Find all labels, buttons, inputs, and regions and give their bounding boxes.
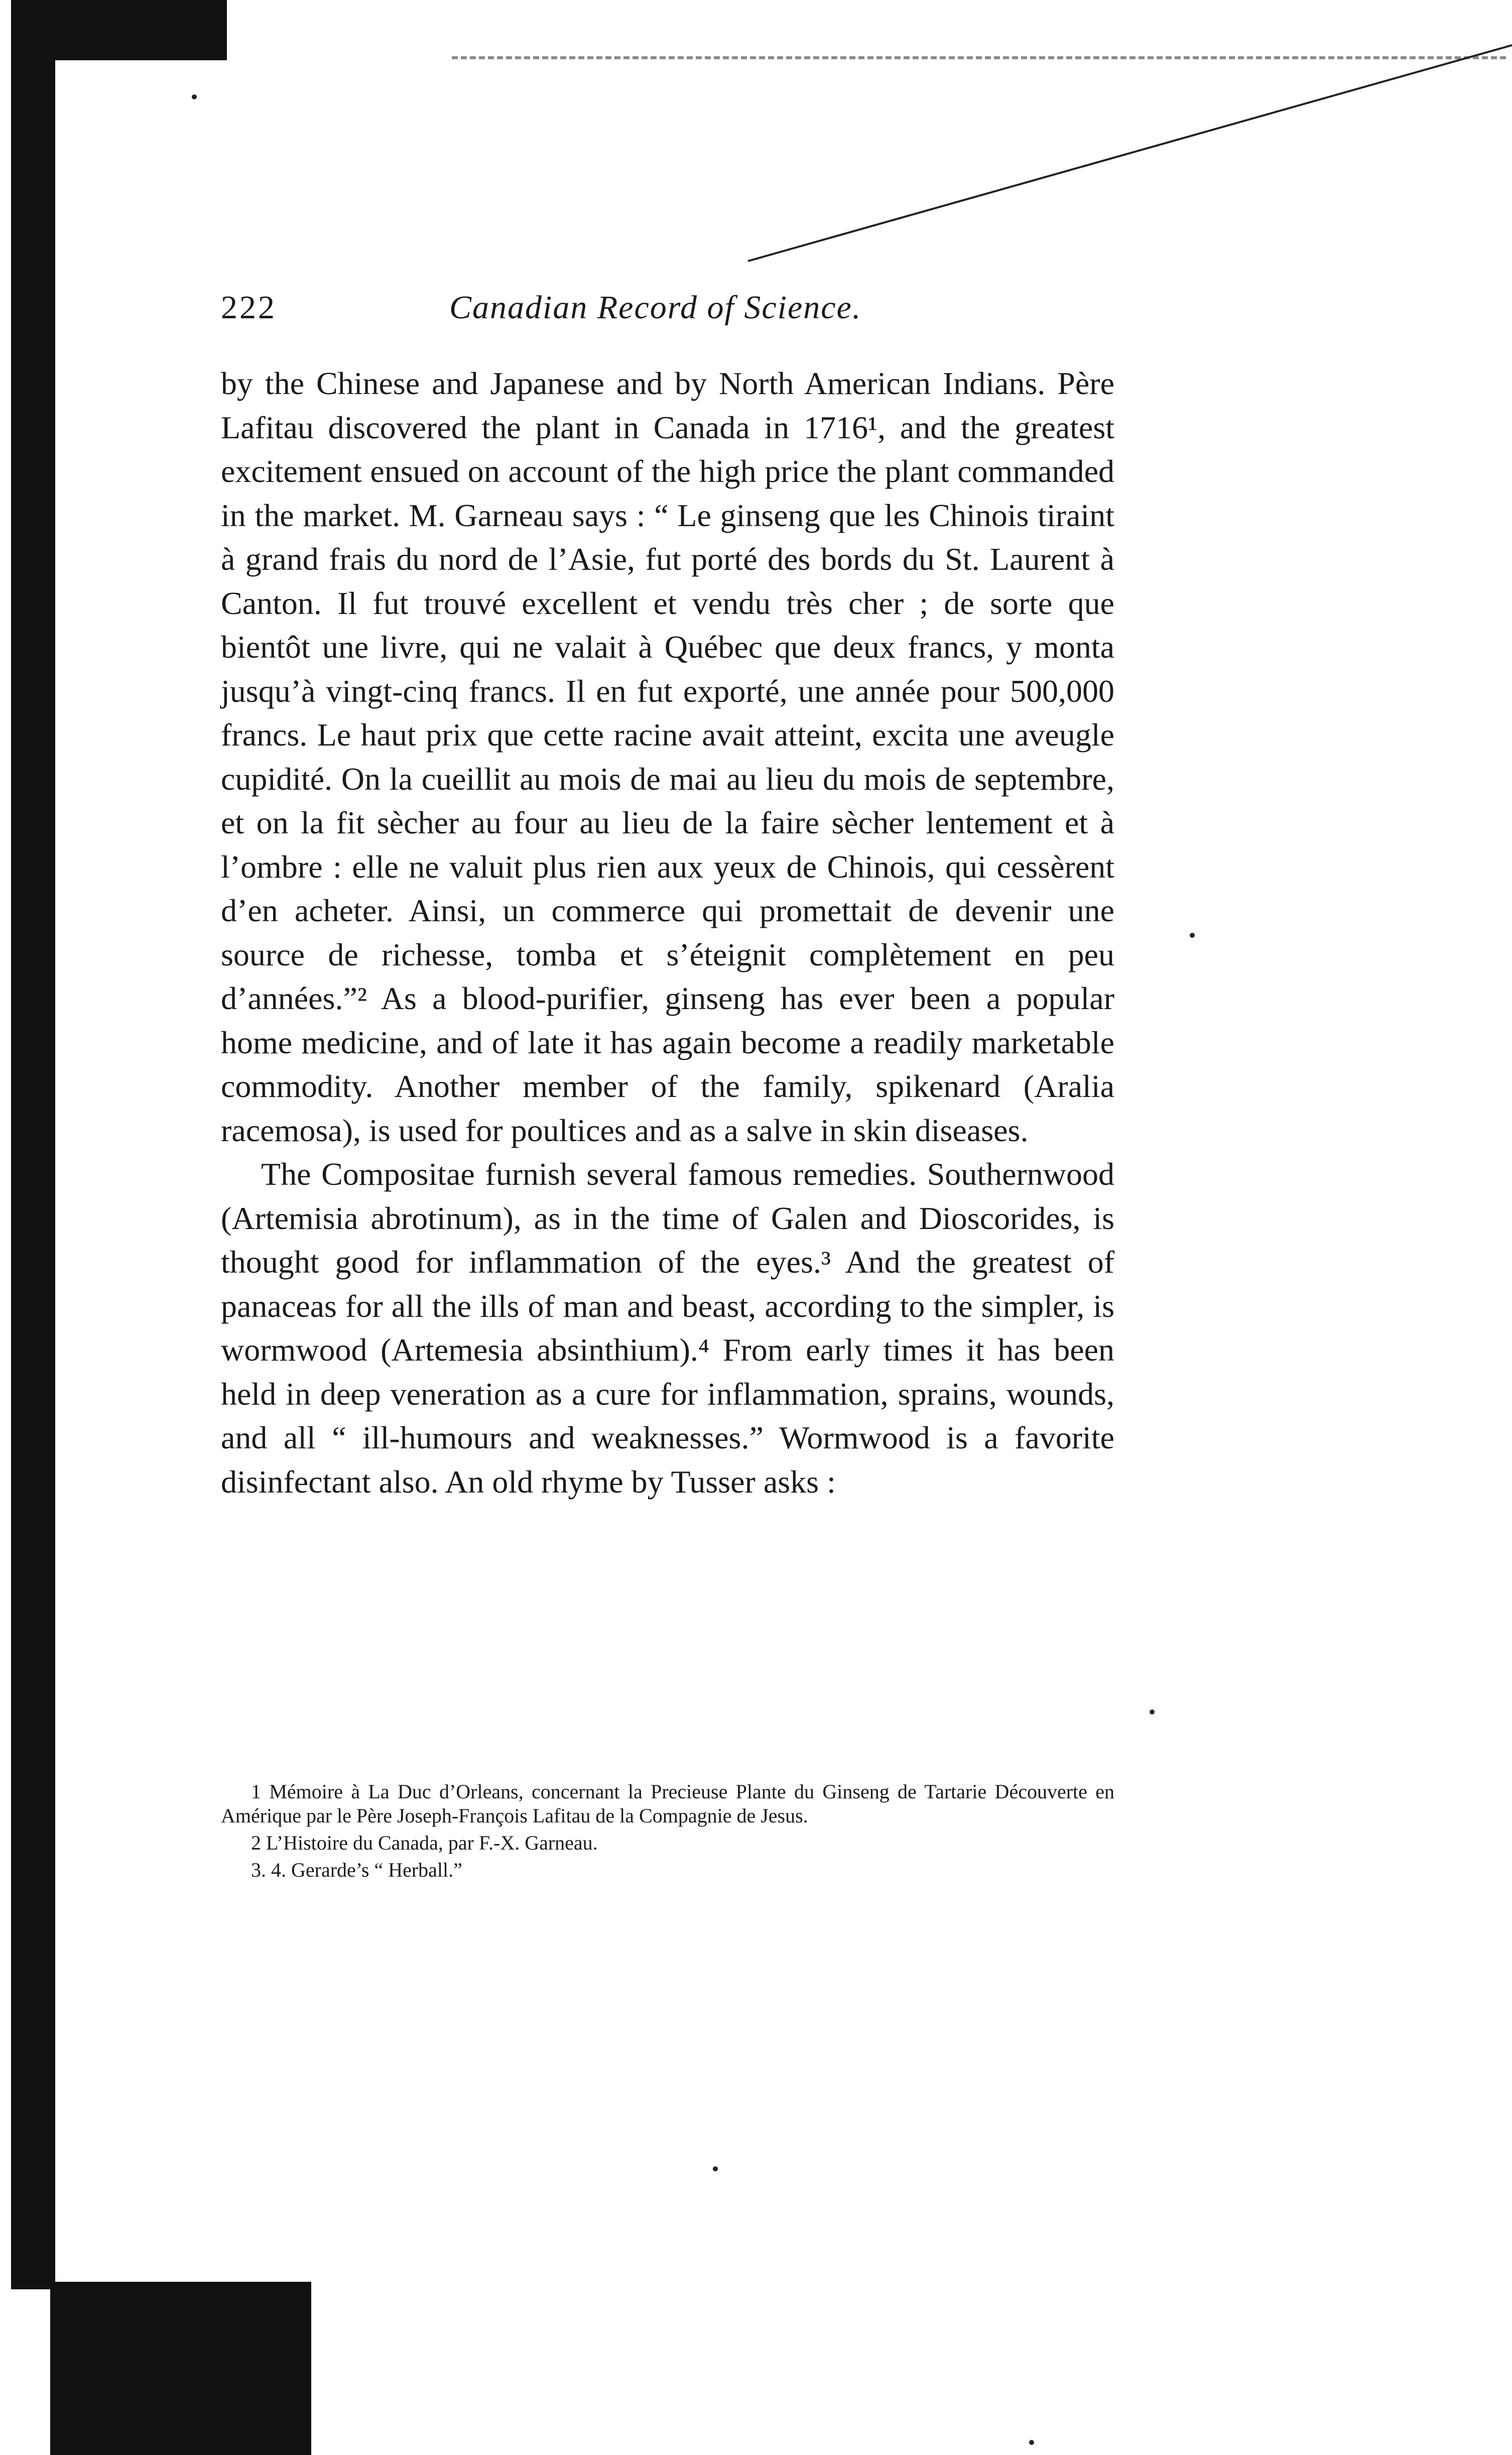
scan-speck	[1190, 933, 1195, 938]
paragraph: The Compositae furnish several famous remedies. Southernwood (Artemisia abrotinum), as in the time of Galen and Dioscorides, is thought good for inflammation of the eyes.³ And the greatest of panaceas for all the ills of man and beast, according to the simpler, is wormwood (Artemesia absinthium).⁴ From early times it has been held in deep veneration as a cure for inflammation, sprains, wounds, and all “ ill-humours and weaknesses.” Wormwood is a favorite disinfectant also. An old rhyme by Tusser asks :	[221, 1156, 1114, 1500]
journal-title: Canadian Record of Science.	[449, 289, 862, 326]
scan-speck	[713, 2166, 718, 2171]
paragraph: by the Chinese and Japanese and by North American Indians. Père Lafitau discovered the plant in Canada in 1716¹, and the greatest excitement ensued on account of the high price the plant commanded in the market. M. Garneau says : “ Le ginseng que les Chinois tiraint à grand frais du nord de l’Asie, fut porté des bords du St. Laurent à Canton. Il fut trouvé excellent et vendu très cher ; de sorte que bientôt une livre, qui ne valait à Québec que deux francs, y monta jusqu’à vingt-cinq francs. Il en fut exporté, une année pour 500,000 francs. Le haut prix que cette racine avait atteint, excita une aveugle cupidité. On la cueillit au mois de mai au lieu du mois de septembre, et on la fit sècher au four au lieu de la faire sècher lentement et à l’ombre : elle ne valuit plus rien aux yeux de Chinois, qui cessèrent d’en acheter. Ainsi, un commerce qui promettait de devenir une source de richesse, tomba et s’éteignit complètement en peu d’années.”² As a blood-purifier, ginseng has ever been a popular home medicine, and of late it has again become a readily marketable commodity. Another member of the family, spikenard (Aralia racemosa), is used for poultices and as a salve in skin diseases.	[221, 365, 1114, 1148]
footnote: 2 L’Histoire du Canada, par F.-X. Garneau.	[251, 1831, 598, 1854]
page-number: 222	[221, 289, 277, 326]
scan-speck	[1029, 2440, 1034, 2445]
body-text	[221, 361, 1114, 1504]
scan-speck	[1150, 1709, 1155, 1714]
scan-speck	[192, 94, 197, 99]
scan-edge-bottom	[50, 2282, 311, 2455]
footnote: 1 Mémoire à La Duc d’Orleans, concernant la Precieuse Plante du Ginseng de Tartarie Découverte en Amérique par le Père Joseph-François Lafitau de la Compagnie de Jesus.	[221, 1780, 1114, 1827]
footnote: 3. 4. Gerarde’s “ Herball.”	[251, 1859, 462, 1881]
running-head	[221, 289, 1114, 334]
footnotes	[221, 1780, 1114, 1882]
